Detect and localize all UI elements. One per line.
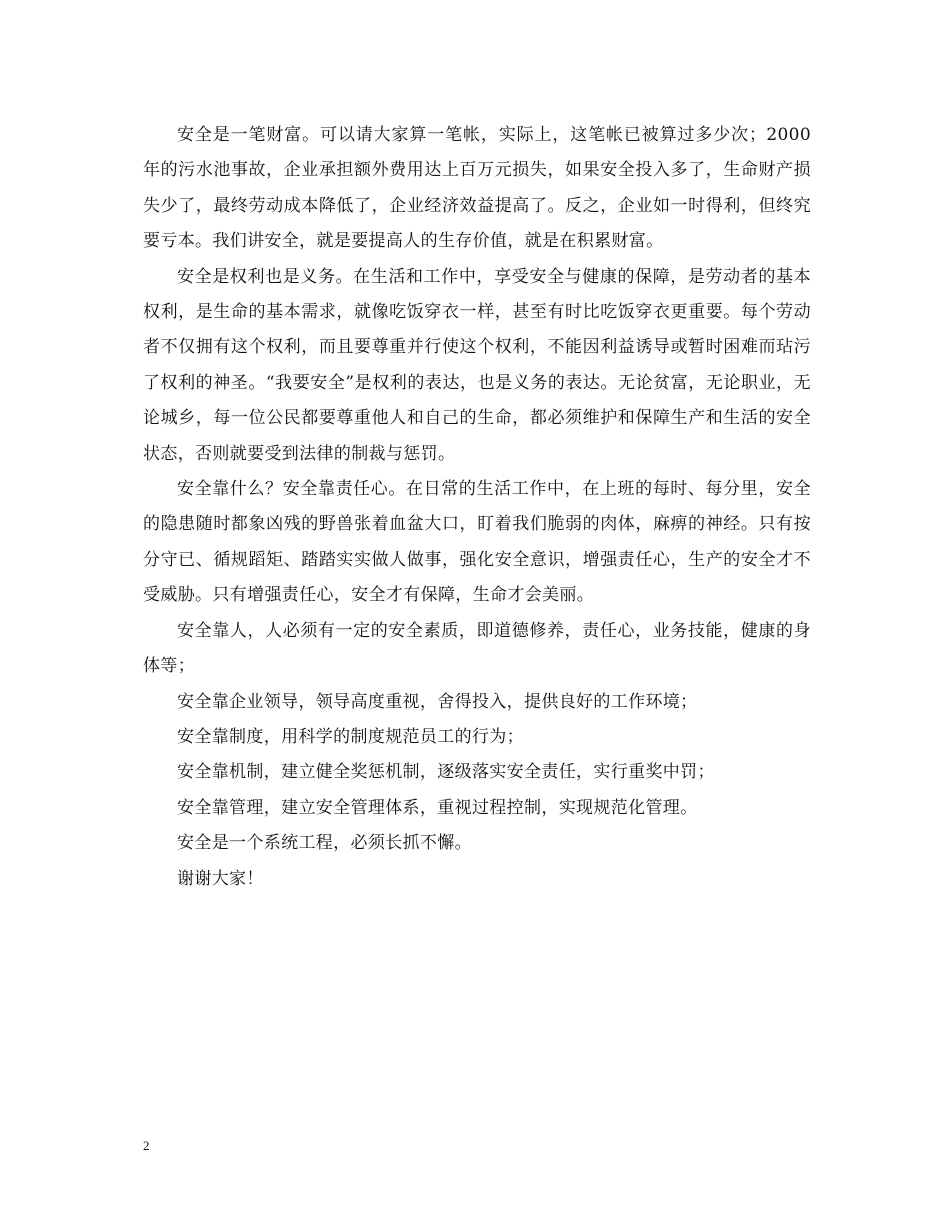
paragraph-rights-duties: 安全是权利也是义务。在生活和工作中，享受安全与健康的保障，是劳动者的基本权利，是生命的基本需求，就像吃饭穿衣一样，甚至有时比吃饭穿衣更重要。每个劳动者不仅拥有这个权利，而且要尊重并行使这个权利，不能因利益诱导或暂时困难而玷污了权利的神圣。“我要安全”是权利的表达，也是义务的表达。无论贫富，无论职业，无论城乡，每一位公民都要尊重他人和自己的生命，都必须维护和保障生产和生活的安全状态，否则就要受到法律的制裁与惩罚。 — [143, 266, 811, 464]
paragraph-responsibility: 安全靠什么？安全靠责任心。在日常的生活工作中，在上班的每时、每分里，安全的隐患随时都象凶残的野兽张着血盆大口，盯着我们脆弱的肉体，麻痹的神经。只有按分守已、循规蹈矩、踏踏实实做人做事，强化安全意识，增强责任心，生产的安全才不受威胁。只有增强责任心，安全才有保障，生命才会美丽。 — [143, 479, 811, 606]
paragraph-mechanism: 安全靠机制，建立健全奖惩机制，逐级落实安全责任，实行重奖中罚； — [177, 762, 715, 783]
paragraph-people: 安全靠人，人必须有一定的安全素质，即道德修养，责任心，业务技能，健康的身体等； — [143, 620, 811, 677]
body-text — [143, 118, 811, 897]
paragraph-thanks: 谢谢大家！ — [177, 868, 264, 889]
paragraph-management: 安全靠管理，建立安全管理体系，重视过程控制，实现规范化管理。 — [177, 797, 698, 818]
paragraph-wealth: 安全是一笔财富。可以请大家算一笔帐，实际上，这笔帐已被算过多少次；2000年的污水池事故，企业承担额外费用达上百万元损失，如果安全投入多了，生命财产损失少了，最终劳动成本降低了，企业经济效益提高了。反之，企业如一时得利，但终究要亏本。我们讲安全，就是要提高人的生存价值，就是在积累财富。 — [143, 125, 811, 252]
paragraph-system: 安全靠制度，用科学的制度规范员工的行为； — [177, 726, 524, 747]
paragraph-engineering: 安全是一个系统工程，必须长抓不懈。 — [177, 833, 472, 854]
paragraph-leadership: 安全靠企业领导，领导高度重视，舍得投入，提供良好的工作环境； — [177, 691, 698, 712]
page-number: 2 — [143, 1138, 150, 1153]
